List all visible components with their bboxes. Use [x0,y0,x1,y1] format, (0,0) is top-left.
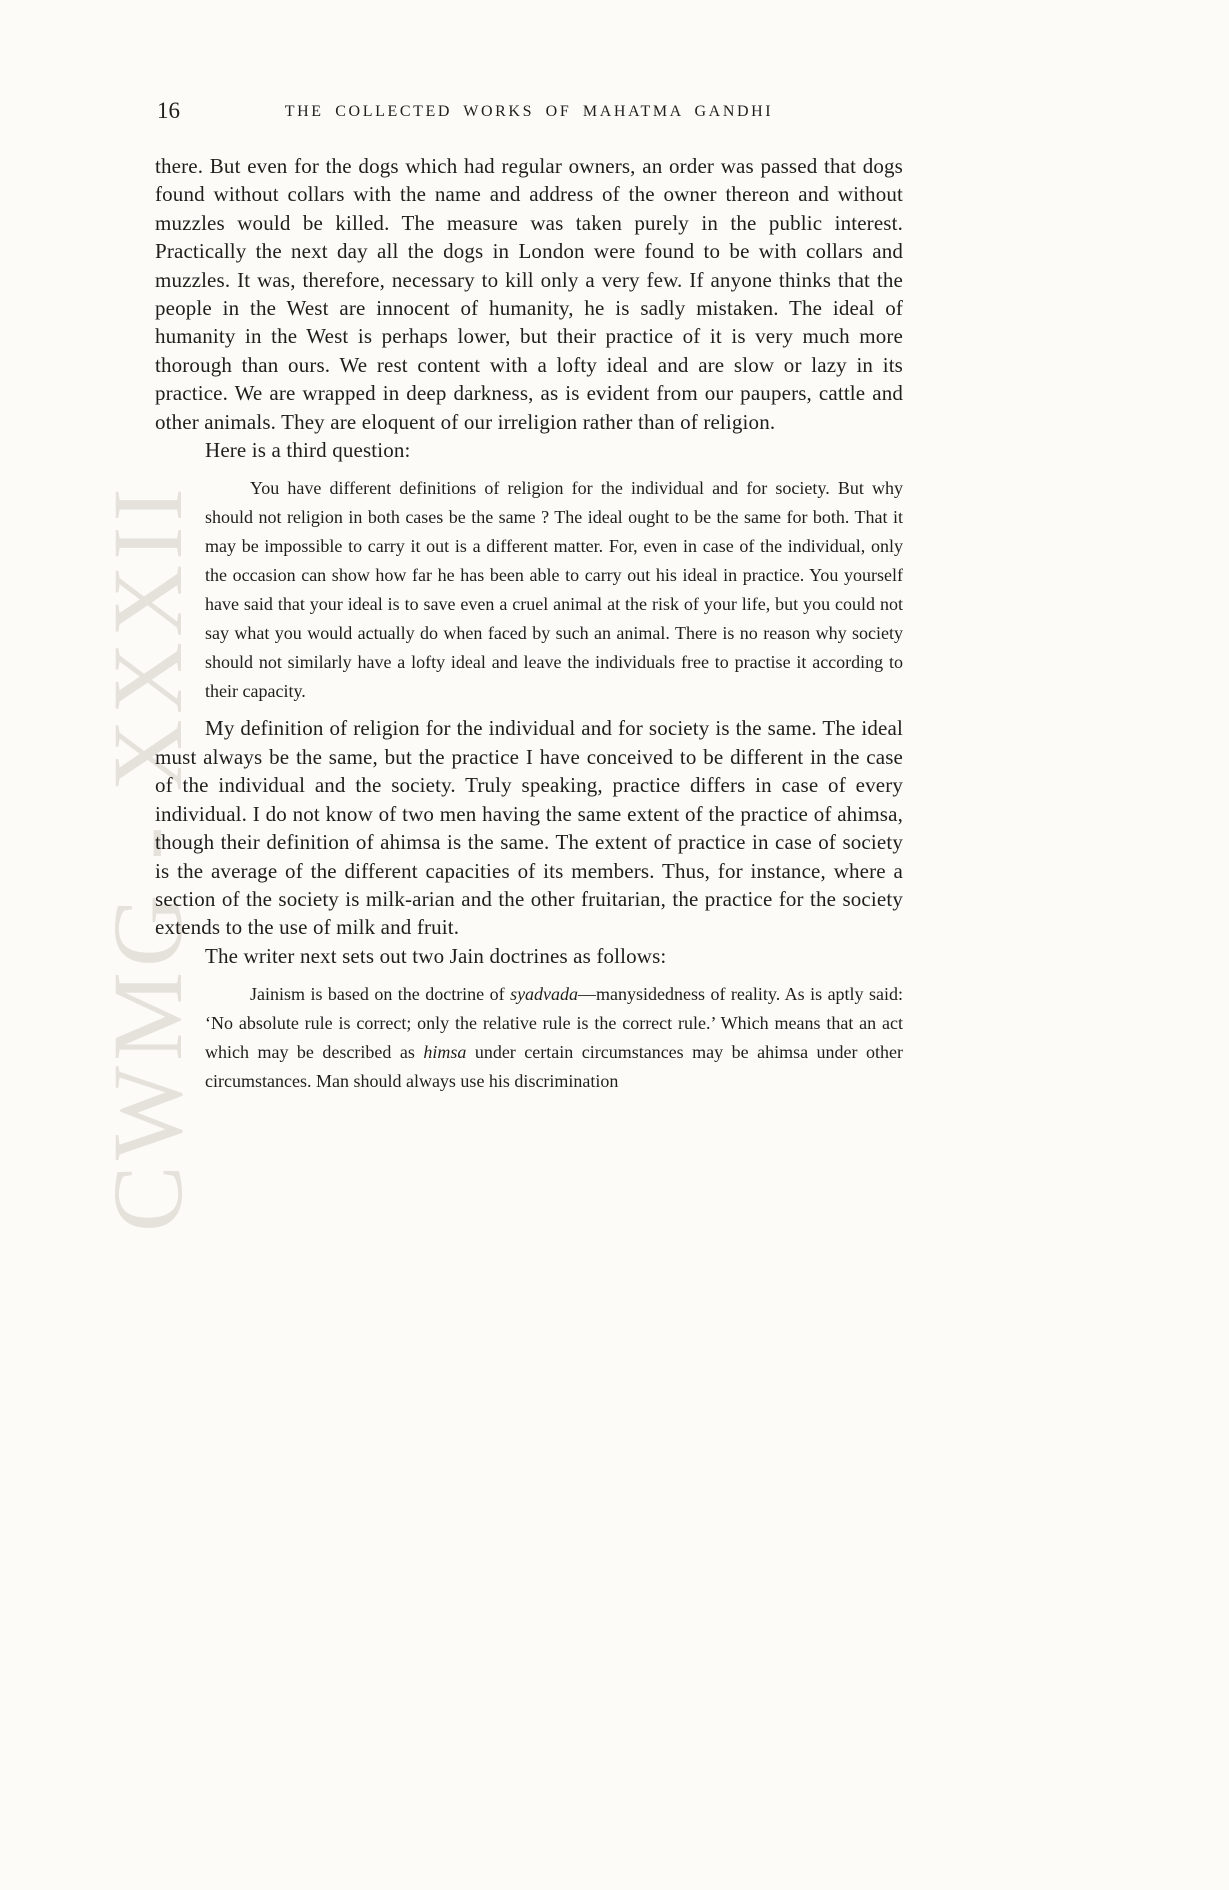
quote-jainism-seg1: Jainism is based on the doctrine of [250,984,511,1005]
running-header: THE COLLECTED WORKS OF MAHATMA GANDHI [284,103,774,120]
page-number: 16 [157,98,180,123]
text-column [155,98,903,1104]
quote-jainism-seg5: under certain circumstances may be ahimsa under other circumstances. Man should always use his discrimination [205,1042,903,1092]
paragraph-continuation: there. But even for the dogs which had regular owners, an order was passed that dogs found without collars with the name and address of the owner thereon and without muzzles would be killed. The measure was taken purely in the public interest. Practically the next day all the dogs in London were found to be with collars and muzzles. It was, therefore, necessary to kill only a very few. If anyone thinks that the people in the West are innocent of humanity, he is sadly mistaken. The ideal of humanity in the West is perhaps lower, but their practice of it is very much more thorough than ours. We rest content with a lofty ideal and are slow or lazy in its practice. We are wrapped in deep darkness, as is evident from our paupers, cattle and other animals. They are eloquent of our irreligion rather than of religion. [155,154,903,434]
quote-jainism-term-syadvada: syadvada [510,984,579,1005]
paragraph-writer-intro: The writer next sets out two Jain doctrines as follows: [205,943,667,968]
blockquote-jainism [205,980,903,1096]
paragraph-third-question: Here is a third question: [205,438,411,463]
paragraph-definition: My definition of religion for the individual and for society is the same. The ideal must always be the same, but the practice I have conceived to be different in the case of the individual and the society. Truly speaking, practice differs in case of every individual. I do not know of two men having the same extent of the practice of ahimsa, though their definition of ahimsa is the same. The extent of practice in case of society is the average of the different capacities of its members. Thus, for instance, where a section of the society is milk-arian and the other fruitarian, the practice for the society extends to the use of milk and fruit. [155,716,903,940]
watermark-text: CWMG - XXXII [92,483,203,1232]
page-header [155,98,903,132]
quote-jainism-seg3: —manysidedness of reality. As is aptly said: ‘No absolute rule is correct; only the relative rule is the correct rule.’ Which means that an act which may be described as [205,984,903,1063]
quote-jainism-term-himsa: himsa [423,1042,467,1063]
blockquote-question: You have different definitions of religion for the individual and for society. But why should not religion in both cases be the same ? The ideal ought to be the same for both. That it may be impossible to carry it out is a different matter. For, even in case of the individual, only the occasion can show how far he has been able to carry out his ideal in practice. You yourself have said that your ideal is to save even a cruel animal at the risk of your life, but you could not say what you would actually do when faced by such an animal. There is no reason why society should not similarly have a lofty ideal and leave the individuals free to practise it according to their capacity. [205,478,903,702]
